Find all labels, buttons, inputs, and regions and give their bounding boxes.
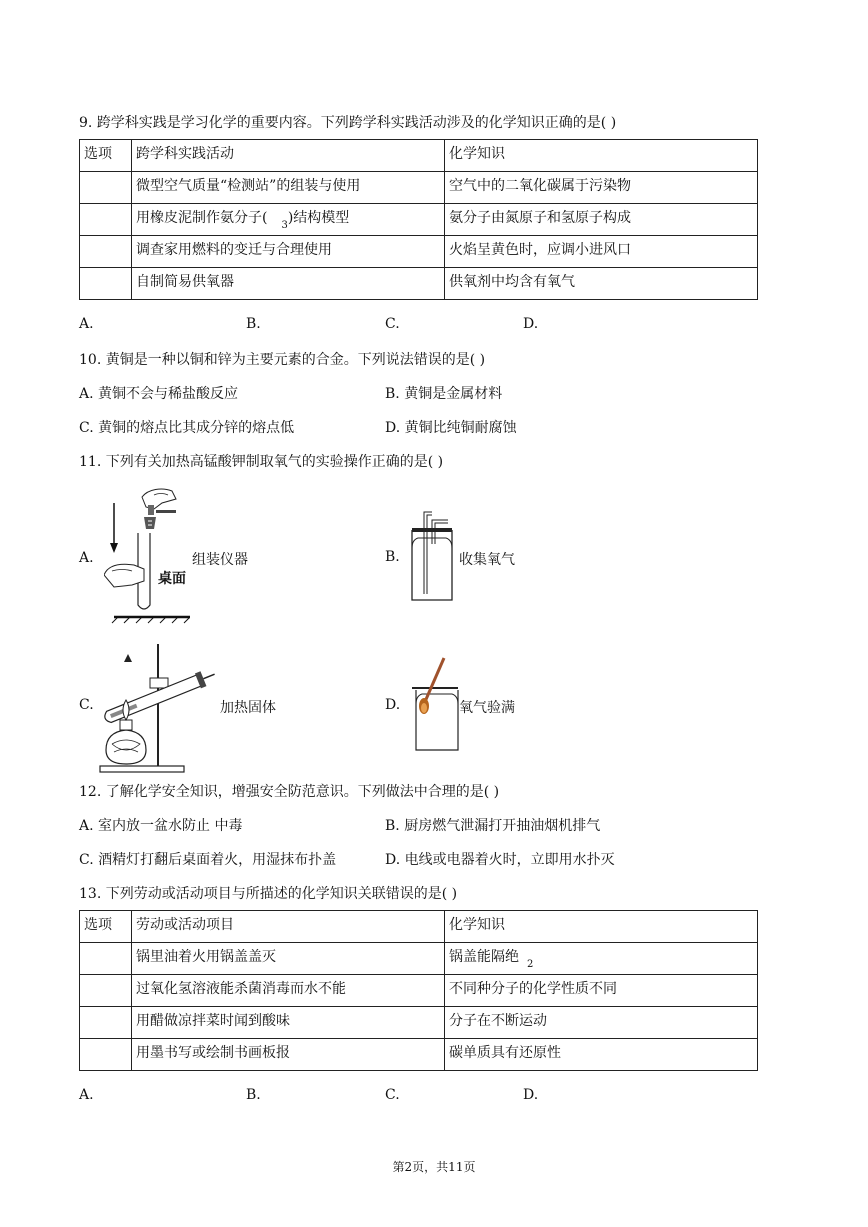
q9-stem: 9. 跨学科实践是学习化学的重要内容。下列跨学科实践活动涉及的化学知识正确的是( ) bbox=[79, 115, 617, 131]
table-row: 微型空气质量“检测站”的组装与使用 空气中的二氧化碳属于污染物 bbox=[80, 172, 758, 204]
option-c[interactable]: C. bbox=[385, 316, 400, 332]
q10-option-d[interactable]: D. 黄铜比纯铜耐腐蚀 bbox=[385, 420, 517, 436]
q11-c-label: 加热固体 bbox=[220, 700, 276, 716]
table-row: 用墨书写或绘制书画板报 碳单质具有还原性 bbox=[80, 1039, 758, 1071]
oxygen-test-figure bbox=[408, 654, 464, 754]
table-row: 自制简易供氧器 供氧剂中均含有氧气 bbox=[80, 268, 758, 300]
assemble-apparatus-figure bbox=[104, 485, 190, 625]
header-knowledge: 化学知识 bbox=[445, 911, 758, 943]
q9-options bbox=[79, 316, 759, 336]
heat-solid-figure bbox=[96, 640, 220, 776]
option-d[interactable]: D. bbox=[523, 316, 539, 332]
q11-option-c[interactable]: C. bbox=[79, 697, 94, 713]
desk-label: 桌面 bbox=[158, 571, 186, 587]
option-b[interactable]: B. bbox=[246, 1087, 261, 1103]
q12-option-a[interactable]: A. 室内放一盆水防止 中毒 bbox=[79, 818, 243, 834]
q11-b-label: 收集氧气 bbox=[459, 552, 515, 568]
q11-stem: 11. 下列有关加热高锰酸钾制取氧气的实验操作正确的是( ) bbox=[79, 454, 444, 470]
table-row: 调查家用燃料的变迁与合理使用 火焰呈黄色时，应调小进风口 bbox=[80, 236, 758, 268]
header-option: 选项 bbox=[80, 140, 132, 172]
header-option: 选项 bbox=[80, 911, 132, 943]
option-a[interactable]: A. bbox=[79, 1087, 94, 1103]
q10-option-a[interactable]: A. 黄铜不会与稀盐酸反应 bbox=[79, 386, 239, 402]
header-activity: 跨学科实践活动 bbox=[132, 140, 445, 172]
q10-option-c[interactable]: C. 黄铜的熔点比其成分锌的熔点低 bbox=[79, 420, 295, 436]
option-d[interactable]: D. bbox=[523, 1087, 539, 1103]
page-footer: 第2页，共11页 bbox=[392, 1160, 476, 1174]
q11-option-d[interactable]: D. bbox=[385, 697, 401, 713]
q12-option-b[interactable]: B. 厨房燃气泄漏打开抽油烟机排气 bbox=[385, 818, 601, 834]
q12-option-d[interactable]: D. 电线或电器着火时，立即用水扑灭 bbox=[385, 852, 615, 868]
q11-option-b[interactable]: B. bbox=[385, 549, 400, 565]
table-header-row bbox=[80, 140, 758, 172]
table-row: 锅里油着火用锅盖盖灭 锅盖能隔绝 $_2$ bbox=[80, 943, 758, 975]
collect-oxygen-figure bbox=[402, 508, 458, 604]
header-knowledge: 化学知识 bbox=[445, 140, 758, 172]
q11-option-a[interactable]: A. bbox=[79, 550, 94, 566]
q13-options bbox=[79, 1087, 759, 1107]
q11-a-label: 组装仪器 bbox=[192, 552, 248, 568]
q9-table bbox=[79, 139, 758, 300]
q10-option-b[interactable]: B. 黄铜是金属材料 bbox=[385, 386, 503, 402]
q12-stem: 12. 了解化学安全知识，增强安全防范意识。下列做法中合理的是( ) bbox=[79, 784, 500, 800]
q13-table bbox=[79, 910, 758, 1071]
q10-stem: 10. 黄铜是一种以铜和锌为主要元素的合金。下列说法错误的是( ) bbox=[79, 352, 486, 368]
subscript-2: 2 bbox=[527, 959, 534, 970]
header-activity: 劳动或活动项目 bbox=[132, 911, 445, 943]
q13-stem: 13. 下列劳动或活动项目与所描述的化学知识关联错误的是( ) bbox=[79, 886, 458, 902]
q12-option-c[interactable]: C. 酒精灯打翻后桌面着火，用湿抹布扑盖 bbox=[79, 852, 337, 868]
table-header-row bbox=[80, 911, 758, 943]
option-b[interactable]: B. bbox=[246, 316, 261, 332]
table-row: 过氧化氢溶液能杀菌消毒而水不能 不同种分子的化学性质不同 bbox=[80, 975, 758, 1007]
option-c[interactable]: C. bbox=[385, 1087, 400, 1103]
q11-d-label: 氧气验满 bbox=[459, 700, 515, 716]
table-row: 用醋做凉拌菜时闻到酸味 分子在不断运动 bbox=[80, 1007, 758, 1039]
q9-row2-suffix: )结构模型 bbox=[287, 210, 350, 226]
subscript-3: 3 bbox=[281, 220, 288, 231]
table-row: 用橡皮泥制作氨分子( $_3$)结构模型 氨分子由氮原子和氢原子构成 bbox=[80, 204, 758, 236]
option-a[interactable]: A. bbox=[79, 316, 94, 332]
